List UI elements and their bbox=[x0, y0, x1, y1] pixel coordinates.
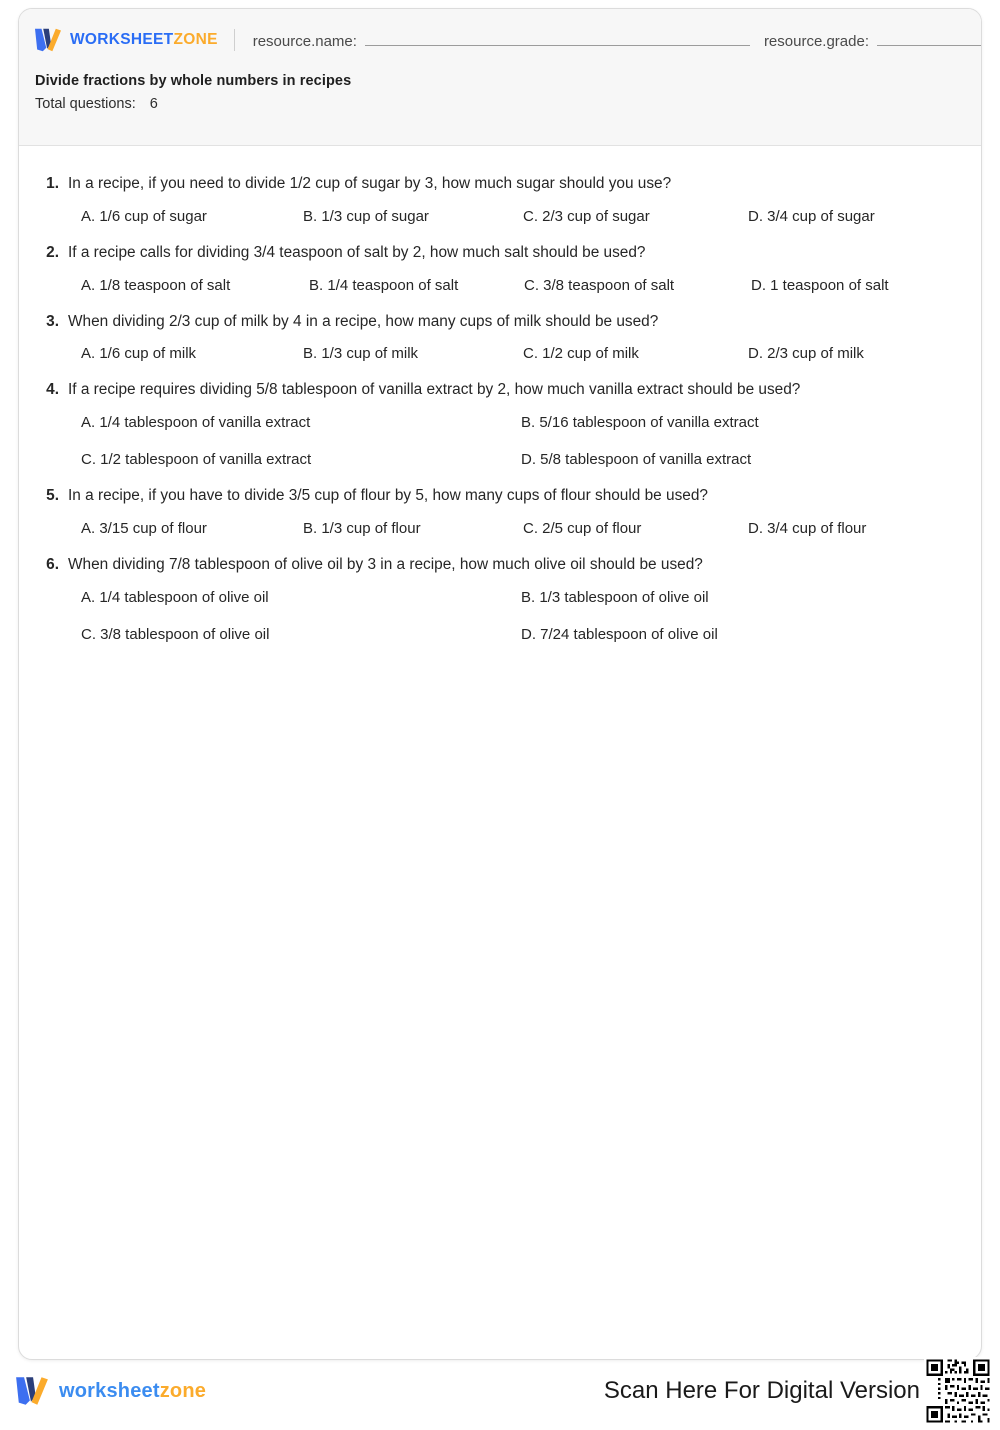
brand-logo-text-zone: ZONE bbox=[173, 31, 218, 48]
option-a[interactable]: A. 1/4 tablespoon of vanilla extract bbox=[81, 414, 311, 432]
option-a[interactable]: A. 1/6 cup of sugar bbox=[81, 207, 207, 225]
question-head bbox=[41, 555, 959, 576]
option-b[interactable]: B. 1/3 cup of milk bbox=[303, 345, 419, 363]
option-a[interactable]: A. 1/6 cup of milk bbox=[81, 345, 197, 363]
question-head bbox=[41, 174, 959, 195]
resource-grade-input-rule[interactable] bbox=[877, 31, 982, 46]
resource-grade-label: resource.grade: bbox=[763, 32, 869, 50]
option-c[interactable]: C. 2/3 cup of sugar bbox=[523, 207, 650, 225]
total-questions-line bbox=[35, 96, 967, 112]
qr-code-icon[interactable] bbox=[924, 1357, 992, 1425]
option-a[interactable]: A. 3/15 cup of flour bbox=[81, 519, 207, 537]
question-item bbox=[41, 486, 959, 537]
worksheet-card bbox=[18, 8, 982, 1360]
brand-logo-text bbox=[70, 31, 218, 49]
option-b[interactable]: B. 1/4 teaspoon of salt bbox=[309, 276, 459, 294]
question-item bbox=[41, 243, 959, 294]
scan-instruction-text: Scan Here For Digital Version bbox=[603, 1377, 920, 1404]
question-options bbox=[41, 345, 959, 362]
worksheetzone-v-logo-icon bbox=[33, 27, 63, 53]
brand-logo-text-worksheet: WORKSHEET bbox=[70, 31, 174, 48]
resource-name-input-rule[interactable] bbox=[365, 31, 750, 46]
question-item bbox=[41, 312, 959, 363]
resource-name-field[interactable] bbox=[253, 31, 750, 50]
worksheet-title: Divide fractions by whole numbers in recipes bbox=[35, 73, 352, 89]
resource-name-label: resource.name: bbox=[252, 32, 357, 50]
page-footer bbox=[0, 1368, 1000, 1414]
total-questions-label: Total questions: bbox=[35, 96, 136, 112]
question-item bbox=[41, 380, 959, 468]
footer-brand-logo bbox=[14, 1374, 206, 1408]
questions-list bbox=[19, 146, 981, 643]
option-d[interactable]: D. 7/24 tablespoon of olive oil bbox=[521, 625, 718, 643]
worksheetzone-v-logo-icon bbox=[14, 1374, 50, 1408]
option-c[interactable]: C. 1/2 tablespoon of vanilla extract bbox=[81, 451, 312, 469]
option-b[interactable]: B. 1/3 cup of flour bbox=[303, 519, 421, 537]
option-b[interactable]: B. 1/3 cup of sugar bbox=[303, 207, 429, 225]
footer-logo-text-worksheet: worksheet bbox=[59, 1379, 160, 1402]
question-number: 3. bbox=[46, 312, 59, 330]
option-d[interactable]: D. 3/4 cup of flour bbox=[748, 519, 867, 537]
option-b[interactable]: B. 5/16 tablespoon of vanilla extract bbox=[521, 414, 759, 432]
option-d[interactable]: D. 5/8 tablespoon of vanilla extract bbox=[521, 451, 752, 469]
brand-logo bbox=[33, 27, 218, 53]
question-item bbox=[41, 174, 959, 225]
question-number: 4. bbox=[46, 381, 59, 399]
option-d[interactable]: D. 1 teaspoon of salt bbox=[751, 276, 889, 294]
question-options bbox=[41, 208, 959, 225]
option-d[interactable]: D. 3/4 cup of sugar bbox=[748, 207, 875, 225]
footer-brand-logo-text bbox=[59, 1380, 206, 1403]
option-c[interactable]: C. 3/8 tablespoon of olive oil bbox=[81, 625, 270, 643]
question-text: When dividing 2/3 cup of milk by 4 in a recipe, how many cups of milk should be used? bbox=[68, 312, 659, 330]
option-c[interactable]: C. 2/5 cup of flour bbox=[523, 519, 642, 537]
option-a[interactable]: A. 1/4 tablespoon of olive oil bbox=[81, 588, 269, 606]
footer-logo-text-zone: zone bbox=[159, 1379, 207, 1402]
question-item bbox=[41, 555, 959, 643]
question-text: If a recipe calls for dividing 3/4 teaspoon of salt by 2, how much salt should be used? bbox=[68, 243, 646, 261]
question-head bbox=[41, 312, 959, 333]
question-options bbox=[41, 414, 959, 468]
question-number: 6. bbox=[46, 555, 59, 573]
question-text: If a recipe requires dividing 5/8 tablespoon of vanilla extract by 2, how much vanilla extract should be used? bbox=[68, 381, 801, 399]
header-divider bbox=[234, 29, 235, 51]
question-text: In a recipe, if you have to divide 3/5 cup of flour by 5, how many cups of flour should be used? bbox=[68, 487, 708, 505]
resource-grade-field[interactable] bbox=[764, 31, 982, 50]
header-top-row bbox=[33, 25, 967, 55]
option-b[interactable]: B. 1/3 tablespoon of olive oil bbox=[521, 588, 709, 606]
question-number: 1. bbox=[46, 175, 59, 192]
option-c[interactable]: C. 1/2 cup of milk bbox=[523, 345, 639, 363]
question-head bbox=[41, 243, 959, 264]
question-options bbox=[41, 589, 959, 643]
option-c[interactable]: C. 3/8 teaspoon of salt bbox=[524, 276, 675, 294]
total-questions-count: 6 bbox=[149, 96, 158, 112]
question-options bbox=[41, 520, 959, 537]
question-number: 2. bbox=[46, 243, 59, 261]
option-d[interactable]: D. 2/3 cup of milk bbox=[748, 345, 864, 363]
question-number: 5. bbox=[46, 487, 59, 505]
question-text: When dividing 7/8 tablespoon of olive oil by 3 in a recipe, how much olive oil should be used? bbox=[68, 555, 703, 573]
worksheet-header bbox=[19, 9, 981, 146]
question-head bbox=[41, 486, 959, 507]
title-block bbox=[33, 73, 967, 112]
question-head bbox=[41, 380, 959, 401]
question-options bbox=[41, 277, 959, 294]
option-a[interactable]: A. 1/8 teaspoon of salt bbox=[81, 276, 231, 294]
question-text: In a recipe, if you need to divide 1/2 cup of sugar by 3, how much sugar should you use? bbox=[68, 175, 672, 192]
